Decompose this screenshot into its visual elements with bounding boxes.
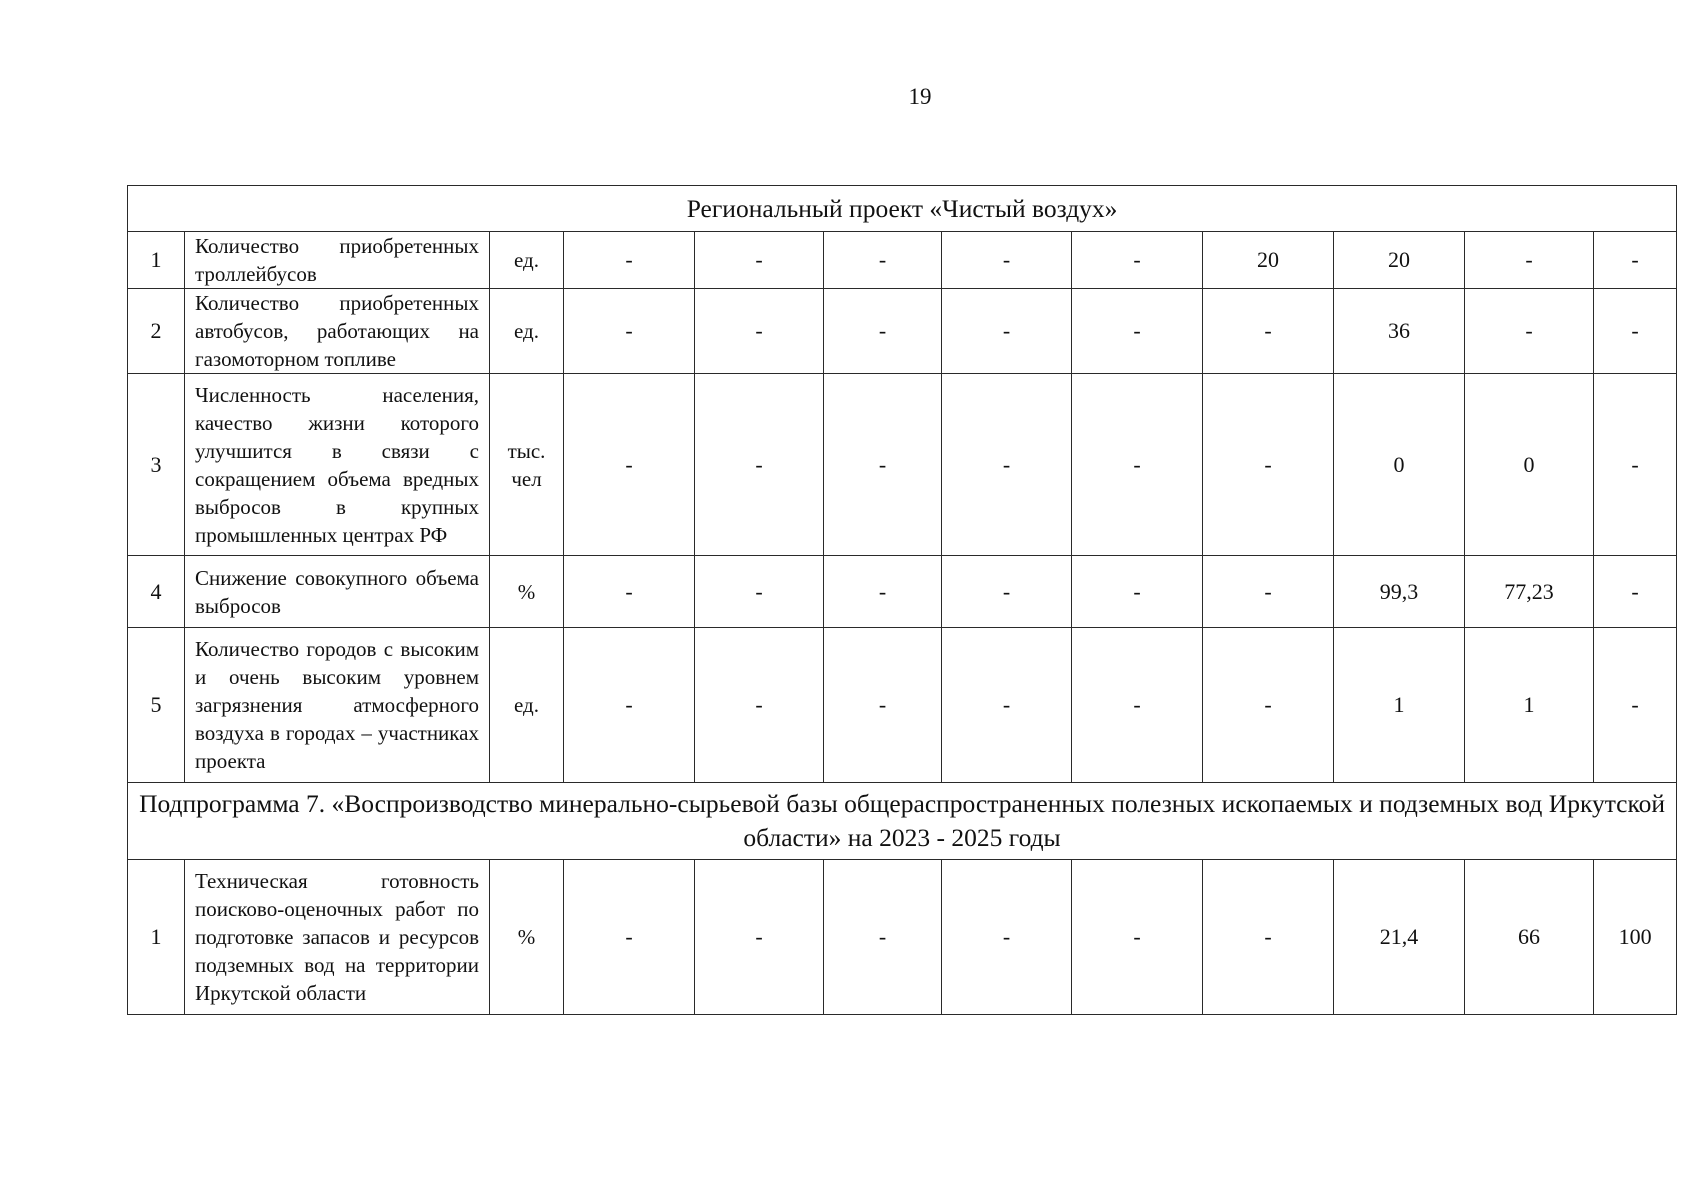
value-cell: 1 xyxy=(1465,628,1594,783)
row-number: 1 xyxy=(128,860,185,1015)
indicators-table xyxy=(127,185,1677,1015)
row-number: 1 xyxy=(128,232,185,289)
value-cell: - xyxy=(1072,289,1203,374)
value-cell: 0 xyxy=(1465,374,1594,556)
value-cell: - xyxy=(564,232,695,289)
value-cell: - xyxy=(695,628,824,783)
value-cell: - xyxy=(1072,374,1203,556)
value-cell: - xyxy=(564,628,695,783)
value-cell: - xyxy=(942,374,1072,556)
value-cell: - xyxy=(1465,232,1594,289)
value-cell: - xyxy=(1594,628,1677,783)
section-header-row xyxy=(128,783,1677,860)
value-cell: - xyxy=(824,374,942,556)
unit-cell: ед. xyxy=(490,232,564,289)
table-row xyxy=(128,374,1677,556)
unit-cell: % xyxy=(490,860,564,1015)
value-cell: - xyxy=(1072,860,1203,1015)
value-cell: 21,4 xyxy=(1334,860,1465,1015)
value-cell: 20 xyxy=(1334,232,1465,289)
value-cell: - xyxy=(942,232,1072,289)
indicator-name: Количество городов с высоким и очень высоким уровнем загрязнения атмосферного воздуха в городах – участниках проекта xyxy=(185,628,490,783)
unit-cell: ед. xyxy=(490,289,564,374)
table-body xyxy=(128,186,1677,1015)
value-cell: - xyxy=(564,374,695,556)
value-cell: - xyxy=(824,628,942,783)
value-cell: - xyxy=(695,232,824,289)
table-row xyxy=(128,628,1677,783)
value-cell: - xyxy=(1203,374,1334,556)
value-cell: - xyxy=(1594,556,1677,628)
section-title: Подпрограмма 7. «Воспроизводство минерально-сырьевой базы общераспространенных полезных ископаемых и подземных вод Иркутской области» на 2023 - 2025 годы xyxy=(128,783,1677,860)
value-cell: 0 xyxy=(1334,374,1465,556)
value-cell: - xyxy=(695,860,824,1015)
value-cell: 1 xyxy=(1334,628,1465,783)
value-cell: - xyxy=(695,374,824,556)
value-cell: - xyxy=(1594,232,1677,289)
value-cell: - xyxy=(1072,556,1203,628)
value-cell: - xyxy=(942,556,1072,628)
value-cell: - xyxy=(564,860,695,1015)
indicator-name: Техническая готовность поисково-оценочных работ по подготовке запасов и ресурсов подземных вод на территории Иркутской области xyxy=(185,860,490,1015)
value-cell: - xyxy=(695,556,824,628)
value-cell: 99,3 xyxy=(1334,556,1465,628)
value-cell: - xyxy=(1203,289,1334,374)
indicator-name: Количество приобретенных троллейбусов xyxy=(185,232,490,289)
value-cell: - xyxy=(1072,232,1203,289)
value-cell: - xyxy=(1203,556,1334,628)
table-row xyxy=(128,289,1677,374)
value-cell: - xyxy=(824,860,942,1015)
indicator-name: Количество приобретенных автобусов, работающих на газомоторном топливе xyxy=(185,289,490,374)
table-row xyxy=(128,556,1677,628)
unit-cell: % xyxy=(490,556,564,628)
value-cell: - xyxy=(942,860,1072,1015)
indicator-name: Численность населения, качество жизни которого улучшится в связи с сокращением объема вредных выбросов в крупных промышленных центрах РФ xyxy=(185,374,490,556)
value-cell: - xyxy=(1203,628,1334,783)
table-row xyxy=(128,232,1677,289)
value-cell: - xyxy=(824,556,942,628)
row-number: 5 xyxy=(128,628,185,783)
value-cell: - xyxy=(1203,860,1334,1015)
value-cell: - xyxy=(695,289,824,374)
value-cell: 36 xyxy=(1334,289,1465,374)
row-number: 4 xyxy=(128,556,185,628)
value-cell: 100 xyxy=(1594,860,1677,1015)
value-cell: - xyxy=(564,556,695,628)
value-cell: - xyxy=(564,289,695,374)
unit-cell: тыс. чел xyxy=(490,374,564,556)
value-cell: - xyxy=(1465,289,1594,374)
page-number: 19 xyxy=(908,84,932,109)
section-title: Региональный проект «Чистый воздух» xyxy=(128,186,1677,232)
unit-cell: ед. xyxy=(490,628,564,783)
value-cell: - xyxy=(1594,374,1677,556)
value-cell: 20 xyxy=(1203,232,1334,289)
value-cell: - xyxy=(942,628,1072,783)
indicator-name: Снижение совокупного объема выбросов xyxy=(185,556,490,628)
value-cell: - xyxy=(824,289,942,374)
value-cell: - xyxy=(942,289,1072,374)
value-cell: - xyxy=(1594,289,1677,374)
section-header-row xyxy=(128,186,1677,232)
value-cell: - xyxy=(824,232,942,289)
table-row xyxy=(128,860,1677,1015)
value-cell: 66 xyxy=(1465,860,1594,1015)
row-number: 2 xyxy=(128,289,185,374)
value-cell: - xyxy=(1072,628,1203,783)
value-cell: 77,23 xyxy=(1465,556,1594,628)
row-number: 3 xyxy=(128,374,185,556)
